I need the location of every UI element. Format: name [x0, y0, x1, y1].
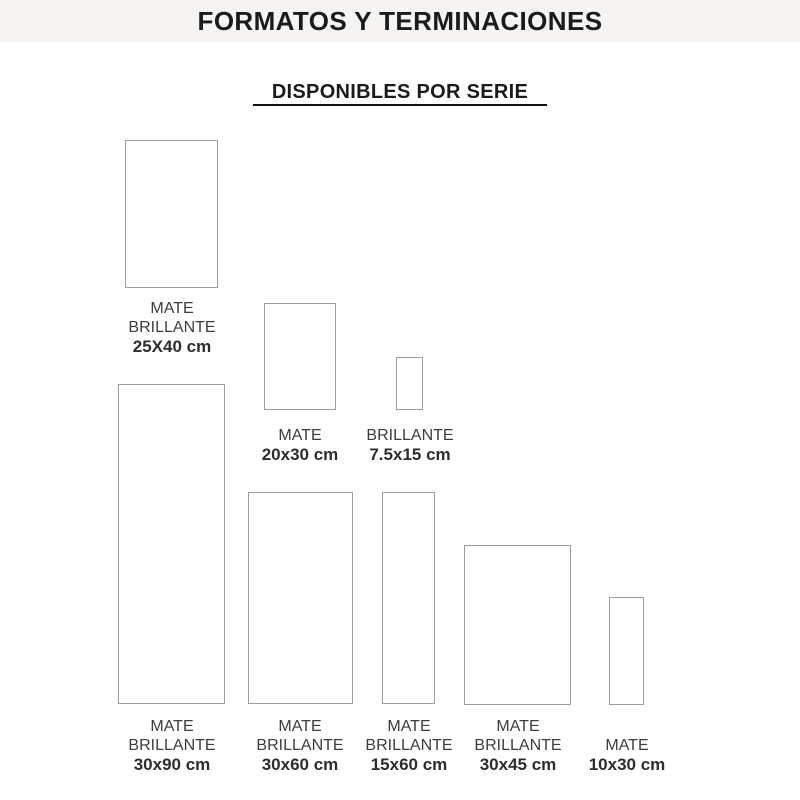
- tile-label-15x60: [365, 717, 452, 774]
- tile-rect-30x45: [464, 545, 571, 705]
- finish-label: MATE: [605, 737, 649, 754]
- size-label: 7.5x15 cm: [369, 445, 451, 464]
- tile-label-7.5x15: [366, 426, 453, 464]
- finish-label: BRILLANTE: [128, 737, 216, 754]
- size-label: 25X40 cm: [132, 337, 212, 356]
- finish-label: MATE: [496, 718, 540, 735]
- tile-rect-30x60: [248, 492, 353, 704]
- tile-rect-15x60: [382, 492, 435, 704]
- size-label: 30x60 cm: [261, 755, 339, 774]
- tile-label-30x45: [474, 717, 561, 774]
- finish-label: BRILLANTE: [128, 319, 216, 336]
- finish-label: BRILLANTE: [366, 427, 454, 444]
- size-label: 15x60 cm: [370, 755, 448, 774]
- finish-label: MATE: [387, 718, 431, 735]
- tile-label-25x40: [128, 299, 215, 356]
- size-label: 10x30 cm: [588, 755, 666, 774]
- subtitle-text: DISPONIBLES POR SERIE: [271, 81, 529, 103]
- tile-label-20x30: [262, 426, 339, 464]
- tile-rect-20x30: [264, 303, 336, 410]
- tile-label-30x60: [256, 717, 343, 774]
- tile-rect-30x90: [118, 384, 225, 704]
- finish-label: MATE: [150, 718, 194, 735]
- size-label: 20x30 cm: [261, 445, 339, 464]
- tile-rect-10x30: [609, 597, 644, 705]
- tile-rect-25x40: [125, 140, 218, 288]
- tile-rect-7.5x15: [396, 357, 423, 410]
- finish-label: MATE: [278, 427, 322, 444]
- page-title: FORMATOS Y TERMINACIONES: [197, 5, 603, 36]
- finish-label: MATE: [278, 718, 322, 735]
- finish-label: BRILLANTE: [256, 737, 344, 754]
- size-label: 30x45 cm: [479, 755, 557, 774]
- tile-label-30x90: [128, 717, 215, 774]
- finish-label: BRILLANTE: [474, 737, 562, 754]
- finish-label: MATE: [150, 300, 194, 317]
- tile-label-10x30: [589, 736, 666, 774]
- finish-label: BRILLANTE: [365, 737, 453, 754]
- size-label: 30x90 cm: [133, 755, 211, 774]
